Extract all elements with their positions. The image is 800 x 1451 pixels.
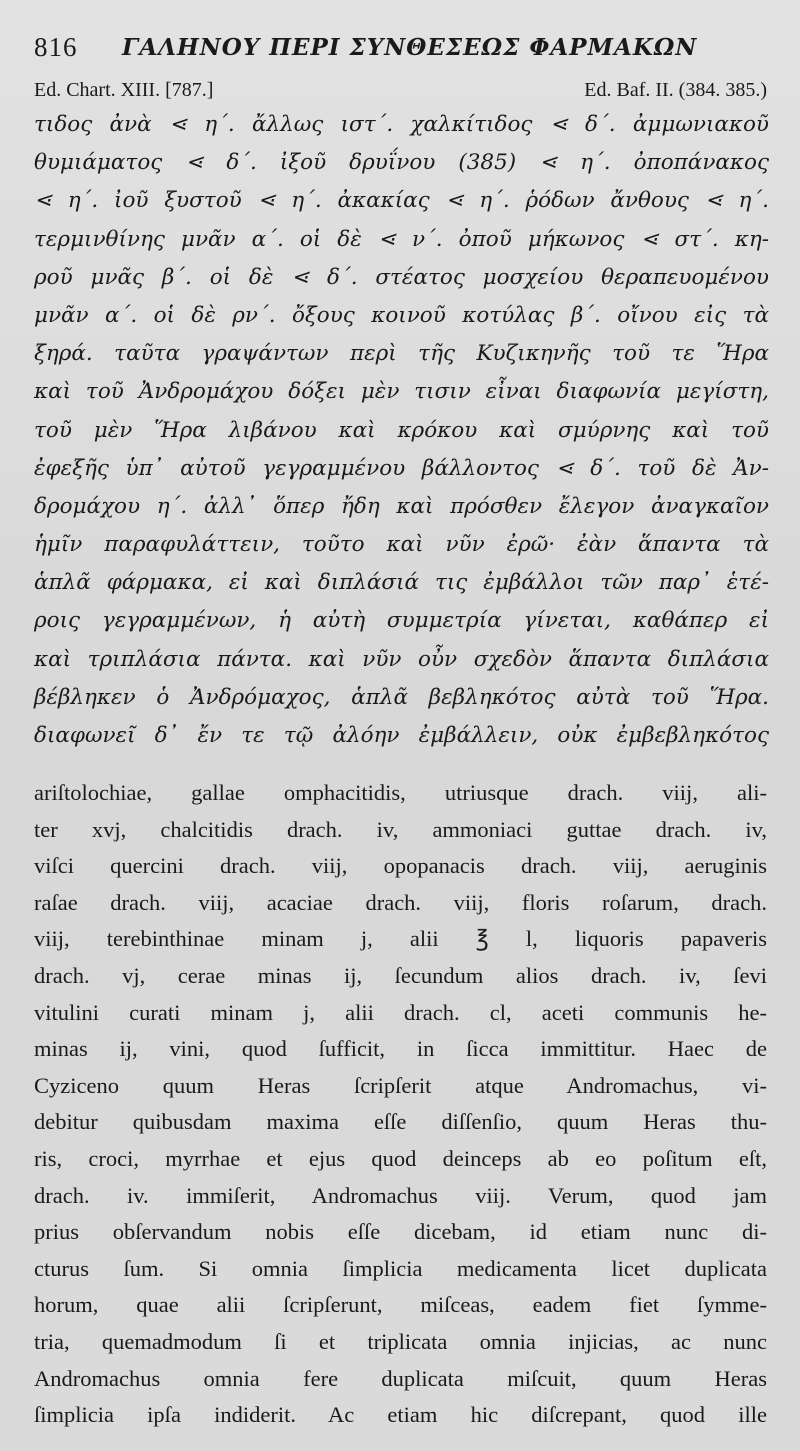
latin-line: viij, terebinthinae minam j, alii ℥ l, liquoris papaveris bbox=[34, 926, 767, 952]
latin-line: Andromachus omnia fere duplicata miſcuit, quum Heras bbox=[34, 1365, 767, 1391]
greek-line: ἐφεξῆς ὑπ᾽ αὐτοῦ γεγραμμένου βάλλοντος ⋖ δ΄. τοῦ δὲ Ἀν- bbox=[34, 455, 769, 481]
greek-line: ἡμῖν παραφυλάττειν, τοῦτο καὶ νῦν ἐρῶ· ἐὰν ἅπαντα τὰ bbox=[34, 532, 769, 558]
latin-line: ariſtolochiae, gallae omphacitidis, utriusque drach. viij, ali- bbox=[34, 780, 767, 805]
greek-line: διαφωνεῖ δ᾽ ἔν τε τῷ ἀλόην ἐμβάλλειν, οὐκ ἐμβεβληκότος bbox=[34, 723, 769, 748]
latin-line: prius obſervandum nobis eſſe dicebam, id etiam nunc di- bbox=[34, 1219, 767, 1245]
latin-line: drach. vj, cerae minas ij, ſecundum alios drach. iv, ſevi bbox=[34, 962, 767, 988]
greek-line: τερμινθίνης μνᾶν α΄. οἱ δὲ ⋖ ν΄. ὀποῦ μήκωνος ⋖ στ΄. κη- bbox=[34, 226, 769, 252]
latin-line: debitur quibusdam maxima eſſe diſſenſio, quum Heras thu- bbox=[34, 1109, 767, 1135]
greek-line: τοῦ μὲν Ἥρα λιβάνου καὶ κρόκου καὶ σμύρνης καὶ τοῦ bbox=[34, 417, 769, 443]
latin-line: raſae drach. viij, acaciae drach. viij, floris roſarum, drach. bbox=[34, 889, 767, 915]
page-header bbox=[34, 30, 764, 66]
latin-line: minas ij, vini, quod ſufficit, in ſicca immittitur. Haec de bbox=[34, 1036, 767, 1062]
latin-line: horum, quae alii ſcripſerunt, miſceas, eadem fiet ſymme- bbox=[34, 1292, 767, 1318]
greek-line: καὶ τριπλάσια πάντα. καὶ νῦν οὖν σχεδὸν ἅπαντα διπλάσια bbox=[34, 646, 769, 672]
edition-reference-right: Ed. Baf. II. (384. 385.) bbox=[584, 79, 767, 101]
greek-line: ξηρά. ταῦτα γραψάντων περὶ τῆς Κυζικηνῆς τοῦ τε Ἥρα bbox=[34, 341, 769, 367]
greek-line: καὶ τοῦ Ἀνδρομάχου δόξει μὲν τισιν εἶναι διαφωνία μεγίστη, bbox=[34, 379, 769, 405]
latin-line: ſimplicia ipſa indiderit. Ac etiam hic diſcrepant, quod ille bbox=[34, 1402, 767, 1428]
greek-line: μνᾶν α΄. οἱ δὲ ρν΄. ὄξους κοινοῦ κοτύλας β΄. οἴνου εἰς τὰ bbox=[34, 302, 769, 328]
greek-line: θυμιάματος ⋖ δ΄. ἰξοῦ δρυΐνου (385) ⋖ η΄. ὀποπάνακος bbox=[34, 150, 769, 176]
greek-line: βέβληκεν ὁ Ἀνδρόμαχος, ἁπλᾶ βεβληκότος αὐτὰ τοῦ Ἥρα. bbox=[34, 684, 769, 710]
greek-line: ροῦ μνᾶς β΄. οἱ δὲ ⋖ δ΄. στέατος μοσχείου θεραπευομένου bbox=[34, 264, 769, 290]
greek-line: ροις γεγραμμένων, ἡ αὐτὴ συμμετρία γίνεται, καθάπερ εἰ bbox=[34, 608, 769, 634]
latin-line: tria, quemadmodum ſi et triplicata omnia injicias, ac nunc bbox=[34, 1328, 767, 1354]
latin-line: drach. iv. immiſerit, Andromachus viij. Verum, quod jam bbox=[34, 1182, 767, 1208]
edition-reference-left: Ed. Chart. XIII. [787.] bbox=[34, 79, 214, 101]
greek-line: δρομάχου η΄. ἀλλ᾽ ὅπερ ἤδη καὶ πρόσθεν ἔλεγον ἀναγκαῖον bbox=[34, 493, 769, 519]
greek-line: ⋖ η΄. ἰοῦ ξυστοῦ ⋖ η΄. ἀκακίας ⋖ η΄. ῥόδων ἄνθους ⋖ η΄. bbox=[34, 188, 769, 214]
edition-reference-line bbox=[34, 79, 767, 107]
latin-line: Cyziceno quum Heras ſcripſerit atque Andromachus, vi- bbox=[34, 1072, 767, 1098]
page-number: 816 bbox=[34, 32, 78, 62]
greek-line: τιδος ἀνὰ ⋖ η΄. ἄλλως ιστ΄. χαλκίτιδος ⋖ δ΄. ἀμμωνιακοῦ bbox=[34, 112, 769, 137]
greek-text-block bbox=[34, 106, 769, 755]
latin-line: viſci quercini drach. viij, opopanacis drach. viij, aeruginis bbox=[34, 853, 767, 879]
greek-line: ἁπλᾶ φάρμακα, εἰ καὶ διπλάσιά τις ἐμβάλλοι τῶν παρ᾽ ἑτέ- bbox=[34, 570, 769, 596]
latin-line: ris, croci, myrrhae et ejus quod deinceps ab eo poſitum eſt, bbox=[34, 1145, 767, 1171]
latin-text-block bbox=[34, 775, 767, 1434]
latin-line: vitulini curati minam j, alii drach. cl, aceti communis he- bbox=[34, 999, 767, 1025]
running-title: ΓΑΛΗΝΟΥ ΠΕΡΙ ΣΥΝΘΕΣΕΩΣ ΦΑΡΜΑΚΩΝ bbox=[122, 34, 698, 61]
latin-line: ter xvj, chalcitidis drach. iv, ammoniaci guttae drach. iv, bbox=[34, 816, 767, 842]
latin-line: cturus ſum. Si omnia ſimplicia medicamenta licet duplicata bbox=[34, 1255, 767, 1281]
